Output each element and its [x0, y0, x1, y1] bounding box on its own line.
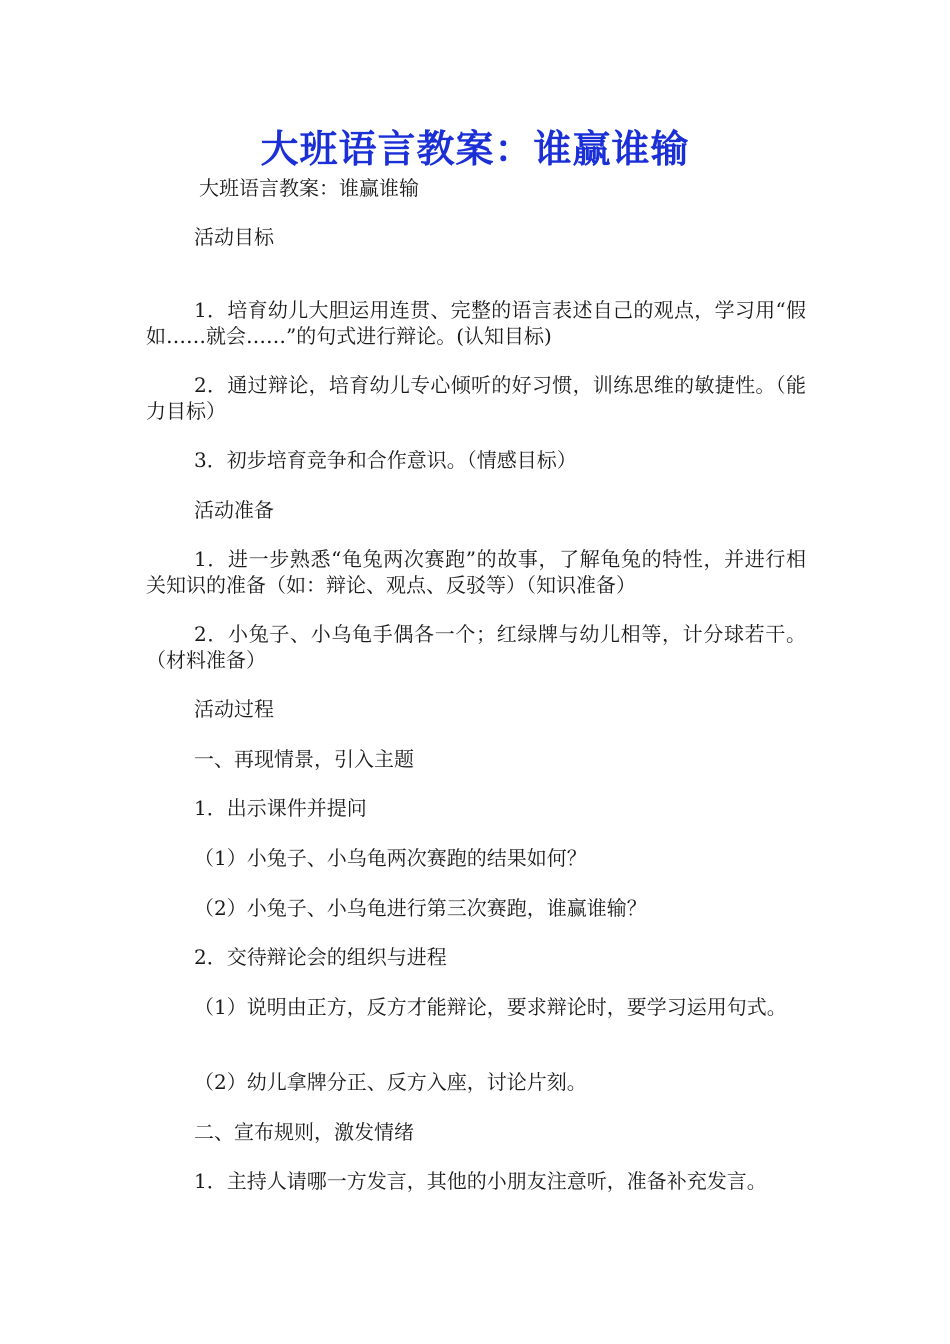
goal-paragraph-1: 1．培育幼儿大胆运用连贯、完整的语言表述自己的观点，学习用“假如……就会……”的句式进行辩论。(认知目标) [146, 298, 806, 348]
process-step-heading-1: 一、再现情景，引入主题 [194, 747, 414, 771]
process-item-2: 2．交待辩论会的组织与进程 [194, 945, 447, 969]
process-step-heading-2: 二、宣布规则，激发情绪 [194, 1120, 414, 1144]
process-subitem-2: （2）小兔子、小乌龟进行第三次赛跑，谁赢谁输？ [194, 896, 647, 920]
section-heading-preparation: 活动准备 [194, 498, 274, 522]
process-item-1: 1．出示课件并提问 [194, 796, 367, 820]
goal-paragraph-2: 2．通过辩论，培育幼儿专心倾听的好习惯，训练思维的敏捷性。（能力目标） [146, 373, 806, 423]
process-subitem-3: （1）说明由正方，反方才能辩论，要求辩论时，要学习运用句式。 [194, 995, 787, 1019]
section-heading-process: 活动过程 [194, 697, 274, 721]
goal-paragraph-3: 3．初步培育竞争和合作意识。（情感目标） [194, 448, 577, 472]
process-subitem-1: （1）小兔子、小乌龟两次赛跑的结果如何？ [194, 846, 587, 870]
document-title: 大班语言教案：谁赢谁输 [260, 127, 690, 171]
preparation-paragraph-1: 1．进一步熟悉“龟兔两次赛跑”的故事，了解龟兔的特性，并进行相关知识的准备（如：辩论、观点、反驳等）（知识准备） [146, 547, 806, 597]
section-heading-goals: 活动目标 [194, 225, 274, 249]
subtitle-paragraph: 大班语言教案：谁赢谁输 [199, 176, 419, 200]
preparation-paragraph-2: 2．小兔子、小乌龟手偶各一个；红绿牌与幼儿相等，计分球若干。（材料准备） [146, 622, 806, 672]
rules-paragraph-1: 1．主持人请哪一方发言，其他的小朋友注意听，准备补充发言。 [194, 1169, 767, 1193]
process-subitem-4: （2）幼儿拿牌分正、反方入座，讨论片刻。 [194, 1070, 587, 1094]
